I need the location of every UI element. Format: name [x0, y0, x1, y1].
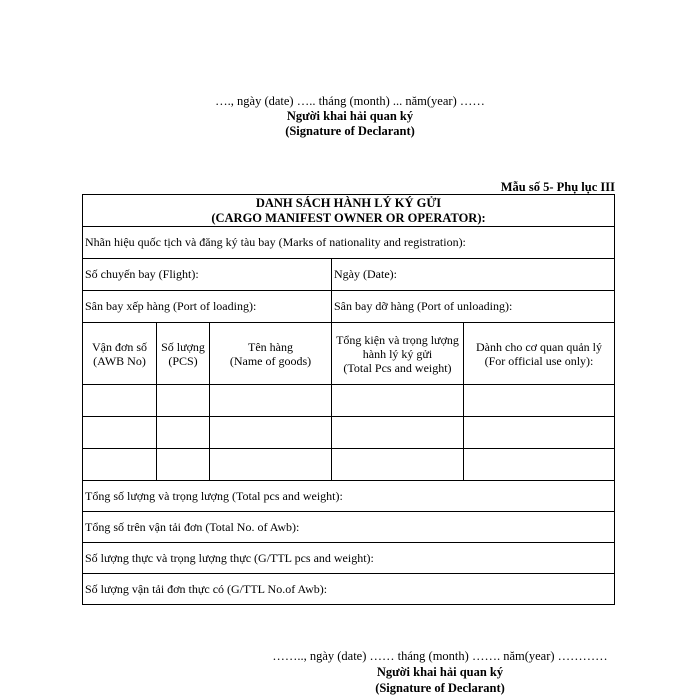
table-cell[interactable] — [83, 417, 157, 449]
marks-cell: Nhãn hiệu quốc tịch và đăng ký tàu bay (Marks of nationality and registration): — [83, 227, 615, 259]
table-cell[interactable] — [332, 417, 464, 449]
table-cell[interactable] — [210, 449, 332, 481]
port-loading-cell: Sân bay xếp hàng (Port of loading): — [83, 291, 332, 323]
table-cell[interactable] — [332, 385, 464, 417]
top-signer-vi: Người khai hải quan ký — [286, 109, 414, 123]
col-header-pcs-vi: Số lượng — [161, 339, 205, 354]
actual-awb-cell: Số lượng vận tải đơn thực có (G/TTL No.of Awb): — [83, 574, 615, 605]
column-header-row — [83, 323, 615, 385]
table-cell[interactable] — [464, 417, 615, 449]
table-cell[interactable] — [157, 417, 210, 449]
table-cell[interactable] — [83, 449, 157, 481]
table-row — [83, 449, 615, 481]
manifest-title-vi: DANH SÁCH HÀNH LÝ KÝ GỬI — [255, 195, 442, 210]
col-header-awb — [83, 323, 157, 385]
table-cell[interactable] — [157, 449, 210, 481]
col-header-official — [464, 323, 615, 385]
table-row — [83, 385, 615, 417]
col-header-goods — [210, 323, 332, 385]
col-header-awb-en: (AWB No) — [93, 353, 146, 368]
flight-cell: Số chuyến bay (Flight): — [83, 259, 332, 291]
col-header-total-vi: Tổng kiện và trọng lượng hành lý ký gửi — [336, 332, 459, 361]
table-cell[interactable] — [464, 385, 615, 417]
manifest-title-en: (CARGO MANIFEST OWNER OR OPERATOR): — [211, 210, 486, 225]
col-header-pcs — [157, 323, 210, 385]
cargo-manifest-table — [82, 194, 615, 605]
table-row — [83, 417, 615, 449]
total-awb-row — [83, 512, 615, 543]
col-header-total — [332, 323, 464, 385]
ports-row — [83, 291, 615, 323]
col-header-awb-vi: Vận đơn số — [91, 339, 147, 354]
bottom-signer-en: (Signature of Declarant) — [375, 681, 505, 695]
table-cell[interactable] — [157, 385, 210, 417]
table-cell[interactable] — [464, 449, 615, 481]
actual-pcs-weight-cell: Số lượng thực và trọng lượng thực (G/TTL pcs and weight): — [83, 543, 615, 574]
total-awb-cell: Tổng số trên vận tải đơn (Total No. of Awb): — [83, 512, 615, 543]
total-pcs-weight-cell: Tổng số lượng và trọng lượng (Total pcs and weight): — [83, 481, 615, 512]
bottom-signature-block — [230, 648, 650, 696]
actual-pcs-weight-row — [83, 543, 615, 574]
table-cell[interactable] — [210, 417, 332, 449]
table-cell[interactable] — [210, 385, 332, 417]
bottom-signer-vi: Người khai hải quan ký — [376, 665, 504, 679]
actual-awb-row — [83, 574, 615, 605]
bottom-date-line: …….., ngày (date) …… tháng (month) ……. năm(year) ………… — [272, 649, 608, 663]
top-signer-en: (Signature of Declarant) — [285, 124, 415, 138]
col-header-pcs-en: (PCS) — [168, 353, 198, 368]
date-cell: Ngày (Date): — [332, 259, 615, 291]
marks-row — [83, 227, 615, 259]
total-pcs-weight-row — [83, 481, 615, 512]
top-date-line: …., ngày (date) ….. tháng (month) ... năm(year) …… — [215, 94, 485, 108]
col-header-official-vi: Dành cho cơ quan quản lý — [476, 339, 602, 354]
flight-date-row — [83, 259, 615, 291]
col-header-total-en: (Total Pcs and weight) — [343, 360, 452, 375]
manifest-title-cell — [83, 195, 615, 227]
col-header-goods-vi: Tên hàng — [248, 339, 293, 354]
form-code: Mẫu số 5- Phụ lục III — [500, 180, 615, 194]
port-unloading-cell: Sân bay dỡ hàng (Port of unloading): — [332, 291, 615, 323]
table-cell[interactable] — [332, 449, 464, 481]
top-signature-block — [0, 94, 700, 139]
title-row — [83, 195, 615, 227]
table-cell[interactable] — [83, 385, 157, 417]
col-header-goods-en: (Name of goods) — [229, 353, 312, 368]
col-header-official-en: (For official use only): — [484, 353, 594, 368]
